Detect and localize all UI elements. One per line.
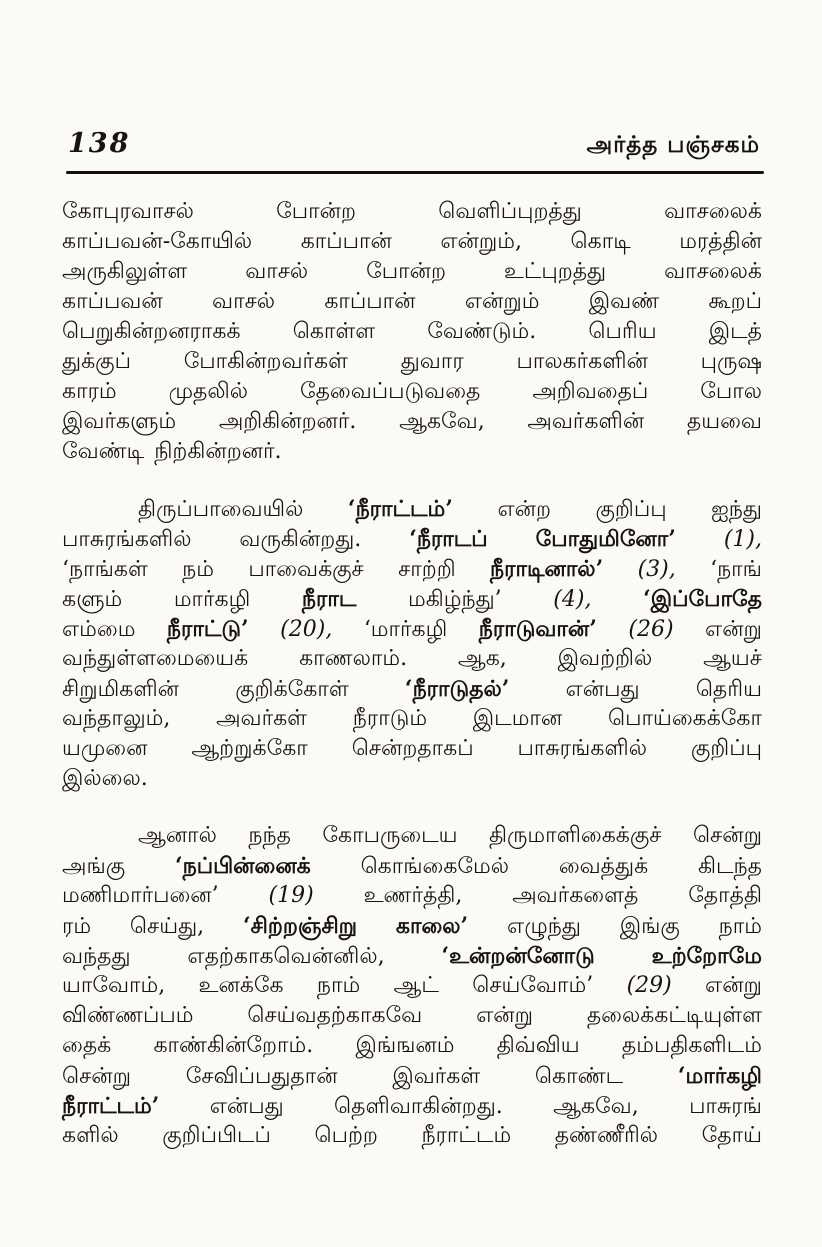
word: நாம் (718, 914, 762, 939)
word: போல (700, 379, 762, 404)
word: சேவிப்பதுதான் (185, 1064, 338, 1089)
word: என்று (476, 1003, 533, 1028)
word: நீராட்டம் (421, 1123, 512, 1148)
word: நீராடும் (352, 706, 428, 731)
word: ‘நீராடப் (409, 526, 488, 552)
word: வாசல் (212, 289, 276, 314)
word: வெளிப்புறத்து (438, 199, 582, 224)
text-line (62, 941, 762, 971)
word: பாசுரங்களில் (62, 527, 192, 552)
word: எதற்காகவென்னில், (187, 944, 385, 969)
word: ‘நாங் (710, 557, 762, 582)
word: விண்ணப்பம் (62, 1003, 194, 1028)
word: காணலாம். (299, 646, 408, 671)
word: ‘நாங்கள் (62, 557, 148, 582)
word: நீராடினால்’ (490, 556, 604, 582)
word: மரத்தின் (679, 229, 762, 254)
word: ‘சிற்றஞ்சிறு (242, 913, 358, 939)
word: கோபருடைய (322, 823, 458, 848)
word: இடத் (708, 319, 762, 344)
word: நந்த (248, 823, 291, 848)
word: (3), (637, 557, 676, 582)
word: தெரிய (695, 677, 762, 702)
word: கோபுரவாசல் (62, 199, 194, 224)
word: தயவை (686, 409, 762, 434)
word: ஆகவே, (399, 409, 485, 434)
word: களில் (62, 1123, 119, 1148)
page-number: 138 (68, 128, 131, 159)
word: அவர்கள் (216, 706, 308, 731)
word: வாசலைக் (664, 199, 762, 224)
word: ஐந்து (711, 497, 762, 522)
text-line (62, 851, 762, 881)
text-line (62, 1121, 762, 1151)
text-line (62, 734, 762, 764)
word: போன்ற (276, 199, 356, 224)
word: அறிகின்றனர். (218, 409, 357, 434)
word: கொங்கைமேல் (360, 854, 509, 879)
text-line (62, 227, 762, 257)
word: நீராட (301, 586, 357, 612)
word: நீராட்டு’ (166, 616, 249, 642)
word: மகிழ்ந்து’ (408, 587, 502, 612)
text-line (62, 1001, 762, 1031)
word: யமுனை (62, 736, 148, 761)
word: நிற்கின்றனர். (154, 439, 282, 464)
word: இவண் (588, 289, 660, 314)
word: வருகின்றது. (239, 527, 362, 552)
word: காப்பான் (324, 289, 416, 314)
word: காப்பவன்-கோயில் (62, 229, 253, 254)
word: இவற்றில் (557, 646, 653, 671)
word: செய்வோம்’ (472, 973, 594, 998)
word: வேண்டும். (427, 319, 537, 344)
word: (4), (553, 587, 592, 612)
word: என்ற (497, 497, 551, 522)
word: கொடி (570, 229, 631, 254)
word: (20), (280, 617, 333, 642)
word: காப்பவன் (62, 289, 163, 314)
word: பெற்ற (314, 1123, 378, 1148)
text-line (62, 1091, 762, 1121)
word: அவர்களின் (527, 409, 645, 434)
text-line (62, 614, 762, 644)
word: என்றும், (440, 229, 522, 254)
word: வாசலைக் (664, 259, 762, 284)
word: குறிப்பு (595, 497, 667, 522)
word: ‘நீராட்டம்’ (347, 496, 453, 522)
text-line (62, 584, 762, 614)
word: அறிவதைப் (532, 379, 649, 404)
word: யாவோம், (62, 973, 166, 998)
text-line (62, 1061, 762, 1091)
word: போகின்றவர்கள் (183, 349, 348, 374)
word: ஆற்றுக்கோ (191, 736, 308, 761)
word: முதலில் (168, 379, 249, 404)
text-line (62, 257, 762, 287)
text-line (62, 377, 762, 407)
word: தெளிவாகின்றது. (334, 1094, 503, 1119)
word: திவ்விய (496, 1033, 580, 1058)
word: அருகிலுள்ள (62, 259, 188, 284)
word: கொள்ள (292, 319, 376, 344)
word: தோத்தி (688, 883, 762, 908)
word: ‘நப்பின்னைக் (174, 853, 311, 879)
word: காப்பான் (300, 229, 392, 254)
page-header (68, 128, 760, 161)
word: என்றும் (464, 289, 540, 314)
word: அவர்களைத் (512, 883, 639, 908)
word: தலைக்கட்டியுள்ள (586, 1003, 762, 1028)
word: பெரிய (588, 319, 657, 344)
word: (26) (628, 617, 674, 642)
word: பெறுகின்றனராகக் (62, 319, 241, 344)
word: நீராட்டம்’ (62, 1093, 160, 1119)
text-line (62, 197, 762, 227)
text-line (62, 881, 762, 911)
word: எழுந்து (507, 914, 581, 939)
word: சென்றதாகப் (351, 736, 474, 761)
text-line (62, 821, 762, 851)
word: ஆனால் (138, 823, 217, 848)
word: களும் (62, 587, 123, 612)
word: நாம் (316, 973, 361, 998)
word: என்பது (565, 677, 640, 702)
word: தோய் (701, 1123, 762, 1148)
word: குறிக்கோள் (235, 677, 349, 702)
word: மார்கழி (173, 587, 251, 612)
word: செய்வதற்காகவே (247, 1003, 423, 1028)
text-line (62, 644, 762, 674)
text-line (62, 674, 762, 704)
word: உனக்கே (198, 973, 284, 998)
word: வந்தாலும், (62, 706, 171, 731)
word: பாவைக்குச் (248, 557, 364, 582)
running-title: அர்த்த பஞ்சகம் (586, 131, 760, 158)
word: இவர்களும் (62, 409, 177, 434)
word: ரம் (62, 914, 92, 939)
word: வேண்டி (62, 439, 145, 464)
text-line (62, 971, 762, 1001)
page-body (62, 197, 762, 1151)
word: சென்று (62, 1064, 132, 1089)
text-line (62, 347, 762, 377)
word: போதுமினோ’ (535, 526, 676, 552)
word: இங்கு (619, 914, 680, 939)
word: என்று (705, 617, 762, 642)
word: கூறப் (708, 289, 762, 314)
word: ஆட் (393, 973, 439, 998)
word: குறிப்பிடப் (162, 1123, 271, 1148)
text-line (62, 437, 762, 467)
word: புருஷ (700, 349, 762, 374)
word: பாசுரங் (689, 1094, 762, 1119)
word: தைக் (62, 1033, 112, 1058)
word: துவார (400, 349, 464, 374)
word: இவர்கள் (392, 1064, 481, 1089)
text-line (62, 704, 762, 734)
word: பாசுரங்களில் (517, 736, 647, 761)
word: இடமான (472, 706, 563, 731)
word: உட்புறத்து (503, 259, 607, 284)
text-line (62, 494, 762, 524)
word: திருமாளிகைக்குச் (488, 823, 662, 848)
word: கிடந்த (697, 854, 762, 879)
word: போன்ற (366, 259, 446, 284)
word: எம்மை (62, 617, 136, 642)
word: தேவைப்படுவதை (299, 379, 481, 404)
word: திருப்பாவையில் (138, 497, 304, 522)
word: பாலகர்களின் (516, 349, 648, 374)
word: காரம் (62, 379, 117, 404)
word: உற்றோமே (651, 943, 762, 969)
word: இங்ஙனம் (355, 1033, 455, 1058)
word: வைத்துக் (558, 854, 649, 879)
word: ஆக, (457, 646, 507, 671)
word: குறிப்பு (690, 736, 762, 761)
word: பொய்கைக்கோ (607, 706, 762, 731)
paragraph (62, 821, 762, 1151)
word: (1), (723, 527, 762, 552)
header-rule-divider (66, 171, 764, 174)
word: (29) (626, 973, 672, 998)
word: ‘நீராடுதல்’ (404, 676, 510, 702)
word: காண்கின்றோம். (153, 1033, 314, 1058)
word: நீராடுவான்’ (478, 616, 597, 642)
word: உணர்த்தி, (363, 883, 463, 908)
word: தண்ணீரில் (554, 1123, 659, 1148)
word: என்பது (209, 1094, 284, 1119)
word: ‘மார்கழி (363, 617, 448, 642)
word: அங்கு (62, 854, 126, 879)
word: என்று (705, 973, 762, 998)
text-line (62, 407, 762, 437)
text-line (62, 554, 762, 584)
text-line (62, 764, 762, 794)
text-line (62, 524, 762, 554)
paragraph (62, 197, 762, 467)
word: ஆயச் (703, 646, 762, 671)
word: வந்தது (62, 944, 131, 969)
paragraph (62, 494, 762, 794)
text-line (62, 287, 762, 317)
text-line (62, 1031, 762, 1061)
word: துக்குப் (62, 349, 131, 374)
text-line (62, 911, 762, 941)
word: தம்பதிகளிடம் (621, 1033, 762, 1058)
word: மணிமார்பனை’ (62, 883, 219, 908)
word: சிறுமிகளின் (62, 677, 180, 702)
word: சாற்றி (398, 557, 456, 582)
word: வந்துள்ளமையைக் (62, 646, 249, 671)
word: காலை’ (395, 913, 469, 939)
word: ஆகவே, (553, 1094, 639, 1119)
text-line (62, 317, 762, 347)
word: சென்று (692, 823, 762, 848)
word: வாசல் (245, 259, 309, 284)
word: நம் (182, 557, 214, 582)
word: ‘இப்போதே (643, 586, 762, 612)
word: கொண்ட (534, 1064, 624, 1089)
word: இல்லை. (62, 766, 148, 791)
word: செய்து, (129, 914, 205, 939)
word: ‘உன்றன்னோடு (441, 943, 595, 969)
word: (19) (268, 883, 314, 908)
word: ‘மார்கழி (677, 1063, 762, 1089)
